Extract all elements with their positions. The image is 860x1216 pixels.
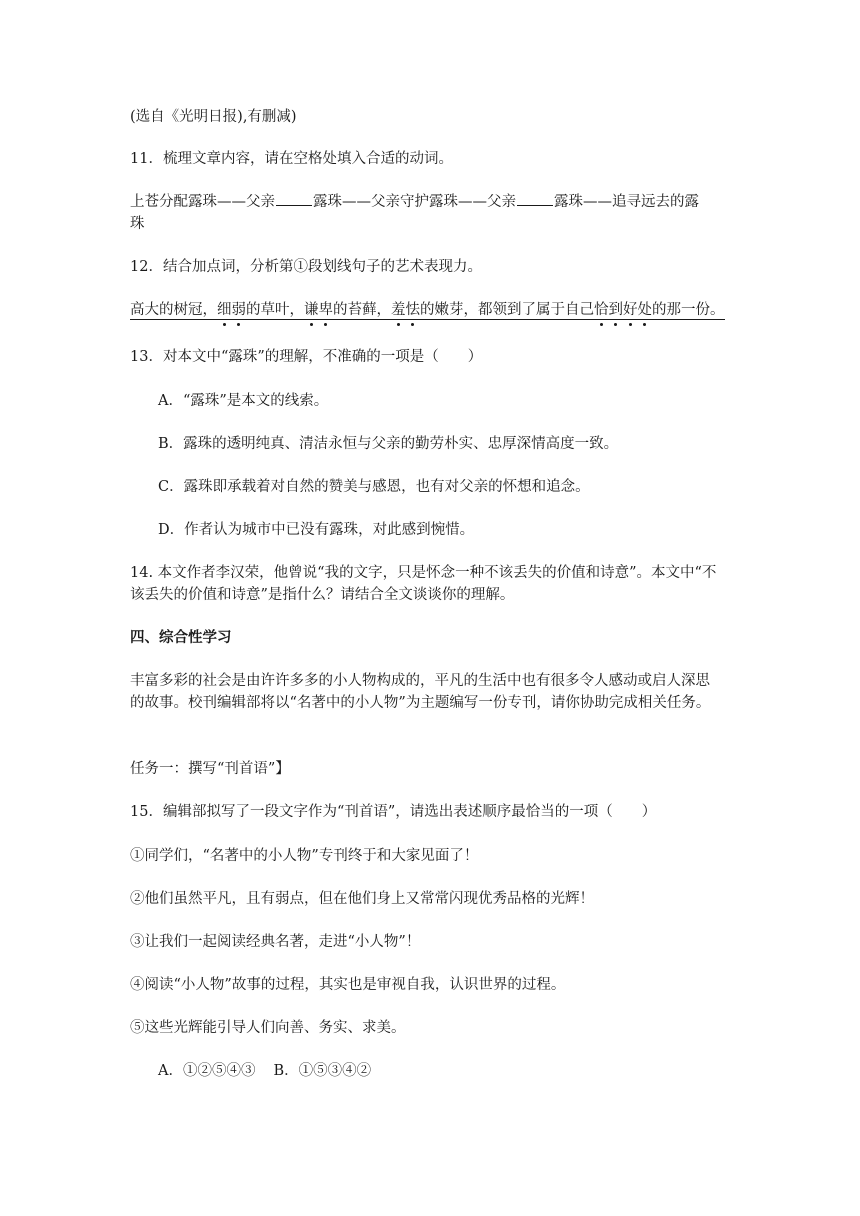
emphasis-dot-char: 谦 xyxy=(304,299,319,321)
dotted-word-xiruo xyxy=(217,302,246,318)
question-15-item-2: ②他们虽然平凡，且有弱点，但在他们身上又常常闪现优秀品格的光辉！ xyxy=(130,891,594,907)
question-13-option-c[interactable]: C．露珠即承载着对自然的赞美与感恩，也有对父亲的怀想和追念。 xyxy=(158,479,590,495)
question-13-option-a[interactable]: A．“露珠”是本文的线索。 xyxy=(158,393,329,409)
section-intro-line-1: 丰富多彩的社会是由许许多多的小人物构成的，平凡的生活中也有很多令人感动或启人深思 xyxy=(130,673,710,689)
section-heading: 四、综合性学习 xyxy=(130,629,232,646)
emphasis-dot-char: 到 xyxy=(609,299,624,321)
question-11-flow-end: 珠 xyxy=(130,216,145,232)
question-15-item-5: ⑤这些光辉能引导人们向善、务实、求美。 xyxy=(130,1020,406,1036)
question-13: 13．对本文中“露珠”的理解，不准确的一项是（ ） xyxy=(130,349,483,365)
dotted-word-qianbei xyxy=(304,302,333,318)
emphasis-dot-char: 弱 xyxy=(232,299,247,321)
dotted-word-qiadaohaochu xyxy=(594,302,652,318)
question-15-item-3: ③让我们一起阅读经典名著，走进“小人物”！ xyxy=(130,934,421,950)
underlined-sentence: 高大的树冠，细弱的草叶，谦卑的苔藓，羞怯的嫩芽，都领到了属于自己恰到好处的那一份。 xyxy=(130,302,725,320)
question-15-options xyxy=(158,1060,758,1082)
emphasis-dot-char: 怯 xyxy=(406,299,421,321)
emphasis-dot-char: 细 xyxy=(217,299,232,321)
answer-blank-2[interactable] xyxy=(517,191,553,206)
emphasis-dot-char: 恰 xyxy=(594,299,609,321)
question-15-option-b[interactable]: B．①⑤③④② xyxy=(273,1063,372,1079)
question-14-line-2: 该丢失的价值和诗意”是指什么？请结合全文谈谈你的理解。 xyxy=(130,587,515,603)
emphasis-dot-char: 卑 xyxy=(319,299,334,321)
question-15-item-1: ①同学们，“名著中的小人物”专刊终于和大家见面了！ xyxy=(130,848,479,864)
answer-blank-1[interactable] xyxy=(276,191,312,206)
question-11: 11．梳理文章内容，请在空格处填入合适的动词。 xyxy=(130,151,453,167)
question-15-option-a[interactable]: A．①②⑤④③ xyxy=(158,1063,256,1079)
question-11-flow: 上苍分配露珠——父亲 露珠——父亲守护露珠——父亲 露珠——追寻远去的露 xyxy=(130,191,730,213)
question-15: 15．编辑部拟写了一段文字作为“刊首语”，请选出表述顺序最恰当的一项（ ） xyxy=(130,804,657,820)
emphasis-dot-char: 处 xyxy=(638,299,653,321)
question-13-option-b[interactable]: B．露珠的透明纯真、清洁永恒与父亲的勤劳朴实、忠厚深情高度一致。 xyxy=(158,436,619,452)
dotted-word-xiuqie xyxy=(391,302,420,318)
emphasis-dot-char: 好 xyxy=(623,299,638,321)
section-intro-line-2: 的故事。校刊编辑部将以“名著中的小人物”为主题编写一份专刊，请你协助完成相关任务。 xyxy=(130,695,711,711)
question-14-line-1: 14. 本文作者李汉荣，他曾说“我的文字，只是怀念一种不该丢失的价值和诗意”。本文中“不 xyxy=(130,565,717,581)
task-1-heading: 任务一：撰写“刊首语”】 xyxy=(130,761,290,777)
question-15-item-4: ④阅读“小人物”故事的过程，其实也是审视自我，认识世界的过程。 xyxy=(130,977,566,993)
emphasis-dot-char: 羞 xyxy=(391,299,406,321)
source-note: (选自《光明日报),有删减) xyxy=(130,109,297,125)
question-12-sentence xyxy=(130,299,730,321)
question-12: 12．结合加点词，分析第①段划线句子的艺术表现力。 xyxy=(130,259,482,275)
question-13-option-d[interactable]: D．作者认为城市中已没有露珠，对此感到惋惜。 xyxy=(158,522,475,538)
